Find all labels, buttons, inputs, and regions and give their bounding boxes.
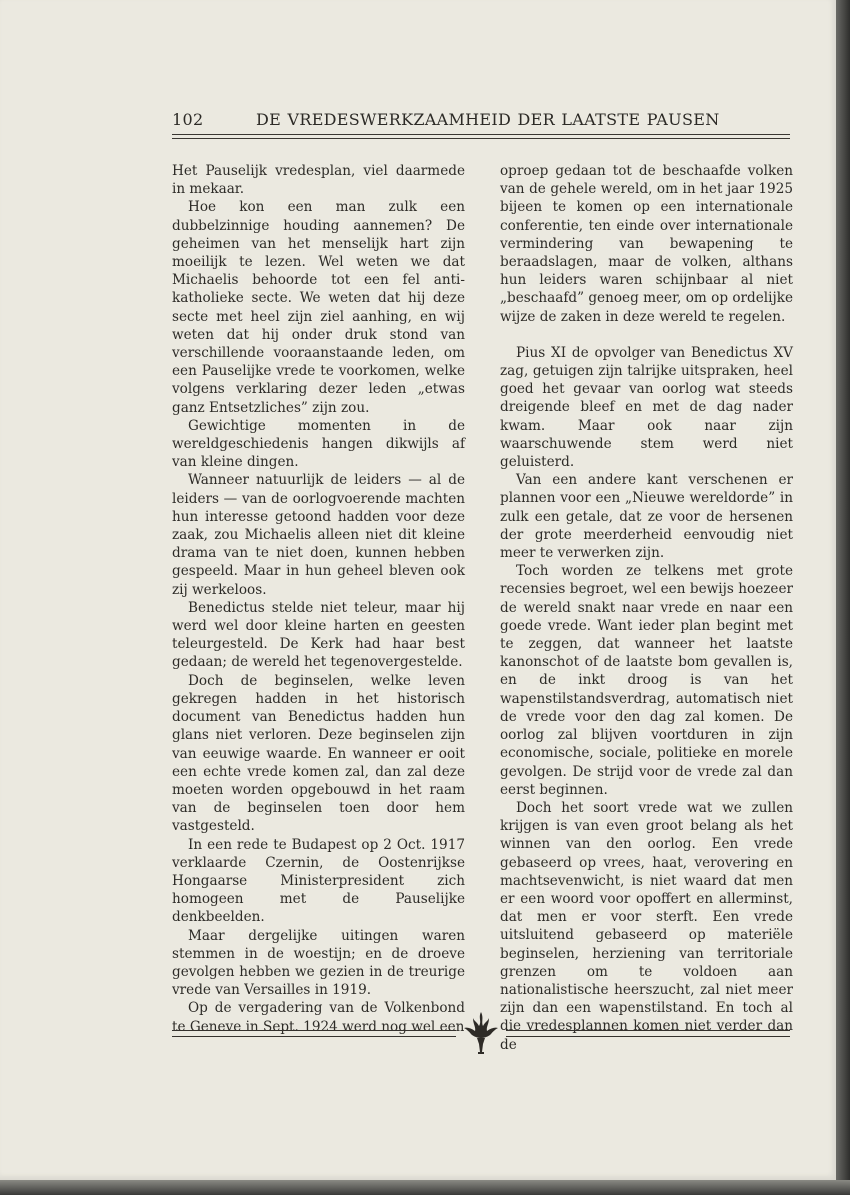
paragraph: Toch worden ze telkens met grote recensies begroet, wel een bewijs hoezeer de wereld snakt naar vrede en naar een goede vrede. Want ieder plan begint met te zeggen, dat wanneer het laatste kanonschot of de laatste bom gevallen is, en de inkt droog is van het wapenstilstandsverdrag, automatisch niet de vrede voor den dag zal komen. De oorlog zal blijven voortduren in zijn economische, sociale, politieke en morele gevolgen. De strijd voor de vrede zal dan eerst beginnen. — [500, 563, 793, 798]
page-edge-shadow — [836, 0, 850, 1195]
paragraph: In een rede te Budapest op 2 Oct. 1917 verklaarde Czernin, de Oostenrijkse Hongaarse Ministerpresident zich homogeen met de Pauselijke denkbeelden. — [172, 836, 465, 926]
header-double-rule — [172, 134, 790, 139]
paragraph: Wanneer natuurlijk de leiders — al de leiders — van de oorlogvoerende machten hun interesse getoond hadden voor deze zaak, zou Michaelis alleen niet dit kleine drama van te niet doen, kunnen hebben gespeeld. Maar in hun geheel bleven ook zij werkeloos. — [172, 472, 465, 598]
paragraph: Maar dergelijke uitingen waren stemmen in de woestijn; en de droeve gevolgen hebben we gezien in de treurige vrede van Versailles in 1919. — [172, 927, 465, 999]
flame-icon — [458, 1010, 504, 1055]
left-text-column — [172, 162, 465, 1036]
paragraph: Hoe kon een man zulk een dubbelzinnige houding aannemen? De geheimen van het menselijk hart zijn moeilijk te lezen. Wel weten we dat Michaelis behoorde tot een fel anti-katholieke secte. We weten dat hij deze secte met heel zijn ziel aanhing, en wij weten dat hij onder druk stond van verschillende vooraanstaande leden, om een Pauselijke vrede te voorkomen, welke volgens verklaring dezer leden „etwas ganz Entsetzliches” zijn zou. — [172, 199, 465, 416]
page-bottom-shadow — [0, 1180, 850, 1195]
paragraph: Pius XI de opvolger van Benedictus XV zag, getuigen zijn talrijke uitspraken, heel goed het gevaar van oorlog wat steeds dreigende bleef en met de dag nader kwam. Maar ook naar zijn waarschuwende stem werd niet geluisterd. — [500, 344, 793, 471]
paragraph: Van een andere kant verschenen er plannen voor een „Nieuwe wereldorde” in zulk een getale, dat ze voor de hersenen der grote meerderheid eenvoudig niet meer te verwerken zijn. — [500, 472, 793, 562]
footer-ornament — [172, 1010, 790, 1055]
running-title: DE VREDESWERKZAAMHEID DER LAATSTE PAUSEN — [256, 110, 720, 129]
paragraph: Doch de beginselen, welke leven gekregen hadden in het historisch document van Benedictus hadden hun glans niet verloren. Deze beginselen zijn van eeuwige waarde. En wanneer er ooit een echte vrede komen zal, dan zal deze moeten worden opgebouwd in het raam van de beginselen toen door hem vastgesteld. — [172, 672, 465, 835]
paragraph: Het Pauselijk vredesplan, viel daarmede in mekaar. — [172, 163, 465, 198]
page-number: 102 — [172, 110, 204, 129]
paragraph: Op de vergadering van de Volkenbond te Geneve in Sept. 1924 werd nog wel een — [172, 1000, 465, 1035]
footer-rule-left — [172, 1030, 456, 1037]
footer-rule-right — [506, 1030, 790, 1037]
paragraph: Gewichtige momenten in de wereldgeschiedenis hangen dikwijls af van kleine dingen. — [172, 417, 465, 471]
page-header — [172, 110, 790, 134]
paragraph: Benedictus stelde niet teleur, maar hij werd wel door kleine harten en geesten teleurgesteld. De Kerk had haar best gedaan; de wereld het tegenovergestelde. — [172, 599, 465, 671]
right-text-column — [500, 162, 793, 1054]
paragraph: oproep gedaan tot de beschaafde volken van de gehele wereld, om in het jaar 1925 bijeen te komen op een internationale conferentie, ten einde over internationale vermindering van bewapening te beraadslagen, maar de volken, althans hun leiders waren schijnbaar al niet „beschaafd” genoeg meer, om op ordelijke wijze de zaken in deze wereld te regelen. — [500, 163, 793, 325]
paragraph: Doch het soort vrede wat we zullen krijgen is van even groot belang als het winnen van den oorlog. Een vrede gebaseerd op vrees, haat, verovering en machtsevenwicht, is niet waard dat men er een woord voor opoffert en allerminst, dat men er voor sterft. Een vrede uitsluitend gebaseerd op materiële beginselen, herziening van territoriale grenzen om te voldoen aan nationalistische heerszucht, zal niet meer zijn dan een wapenstilstand. En toch al die vredesplannen komen niet verder dan de — [500, 799, 793, 1053]
